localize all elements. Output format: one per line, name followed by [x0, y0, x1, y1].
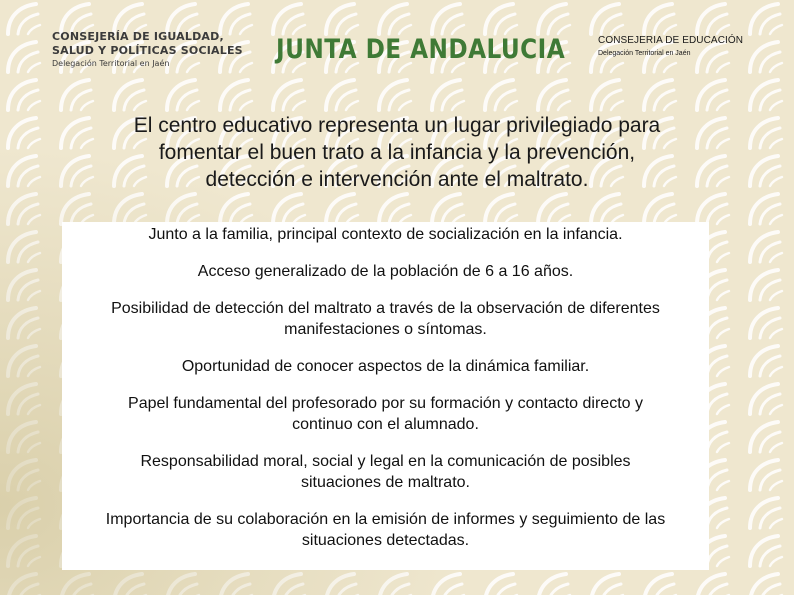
list-item [62, 261, 709, 282]
heading-line: El centro educativo representa un lugar privilegiado para [133, 114, 661, 137]
junta-de-andalucia-logo: JUNTA DE ANDALUCIA [276, 34, 566, 65]
content-panel [62, 222, 709, 570]
right-org-subtitle: Delegación Territorial en Jaén [598, 50, 691, 57]
point-text: Oportunidad de conocer aspectos de la dinámica familiar. [181, 358, 590, 375]
list-item [62, 393, 709, 435]
list-item [62, 298, 709, 340]
right-org-title: CONSEJERIA DE EDUCACIÓN [598, 35, 744, 46]
heading-line: detección e intervención ante el maltrato. [205, 168, 589, 191]
point-text: Responsabilidad moral, social y legal en la comunicación de posibles [140, 453, 631, 470]
point-text: Junto a la familia, principal contexto de socialización en la infancia. [148, 226, 623, 243]
left-organization-logo [52, 30, 243, 70]
point-text: Posibilidad de detección del maltrato a través de la observación de diferentes [111, 300, 660, 317]
left-org-line2: SALUD Y POLÍTICAS SOCIALES [52, 44, 243, 57]
point-text: continuo con el alumnado. [292, 416, 479, 433]
point-text: manifestaciones o síntomas. [284, 321, 487, 338]
slide-heading [40, 112, 754, 193]
heading-line: fomentar el buen trato a la infancia y la prevención, [158, 141, 636, 164]
left-org-line1: CONSEJERÍA DE IGUALDAD, [52, 30, 224, 43]
point-text: Importancia de su colaboración en la emisión de informes y seguimiento de las [105, 511, 666, 528]
left-org-subtitle: Delegación Territorial en Jaén [52, 59, 170, 68]
point-text: situaciones de maltrato. [301, 474, 470, 491]
point-text: Acceso generalizado de la población de 6 a 16 años. [197, 263, 574, 280]
point-text: Papel fundamental del profesorado por su formación y contacto directo y [128, 395, 643, 412]
point-text: situaciones detectadas. [301, 532, 470, 549]
list-item [62, 451, 709, 493]
list-item [62, 224, 709, 245]
list-item [62, 509, 709, 551]
list-item [62, 356, 709, 377]
right-organization [598, 35, 743, 57]
